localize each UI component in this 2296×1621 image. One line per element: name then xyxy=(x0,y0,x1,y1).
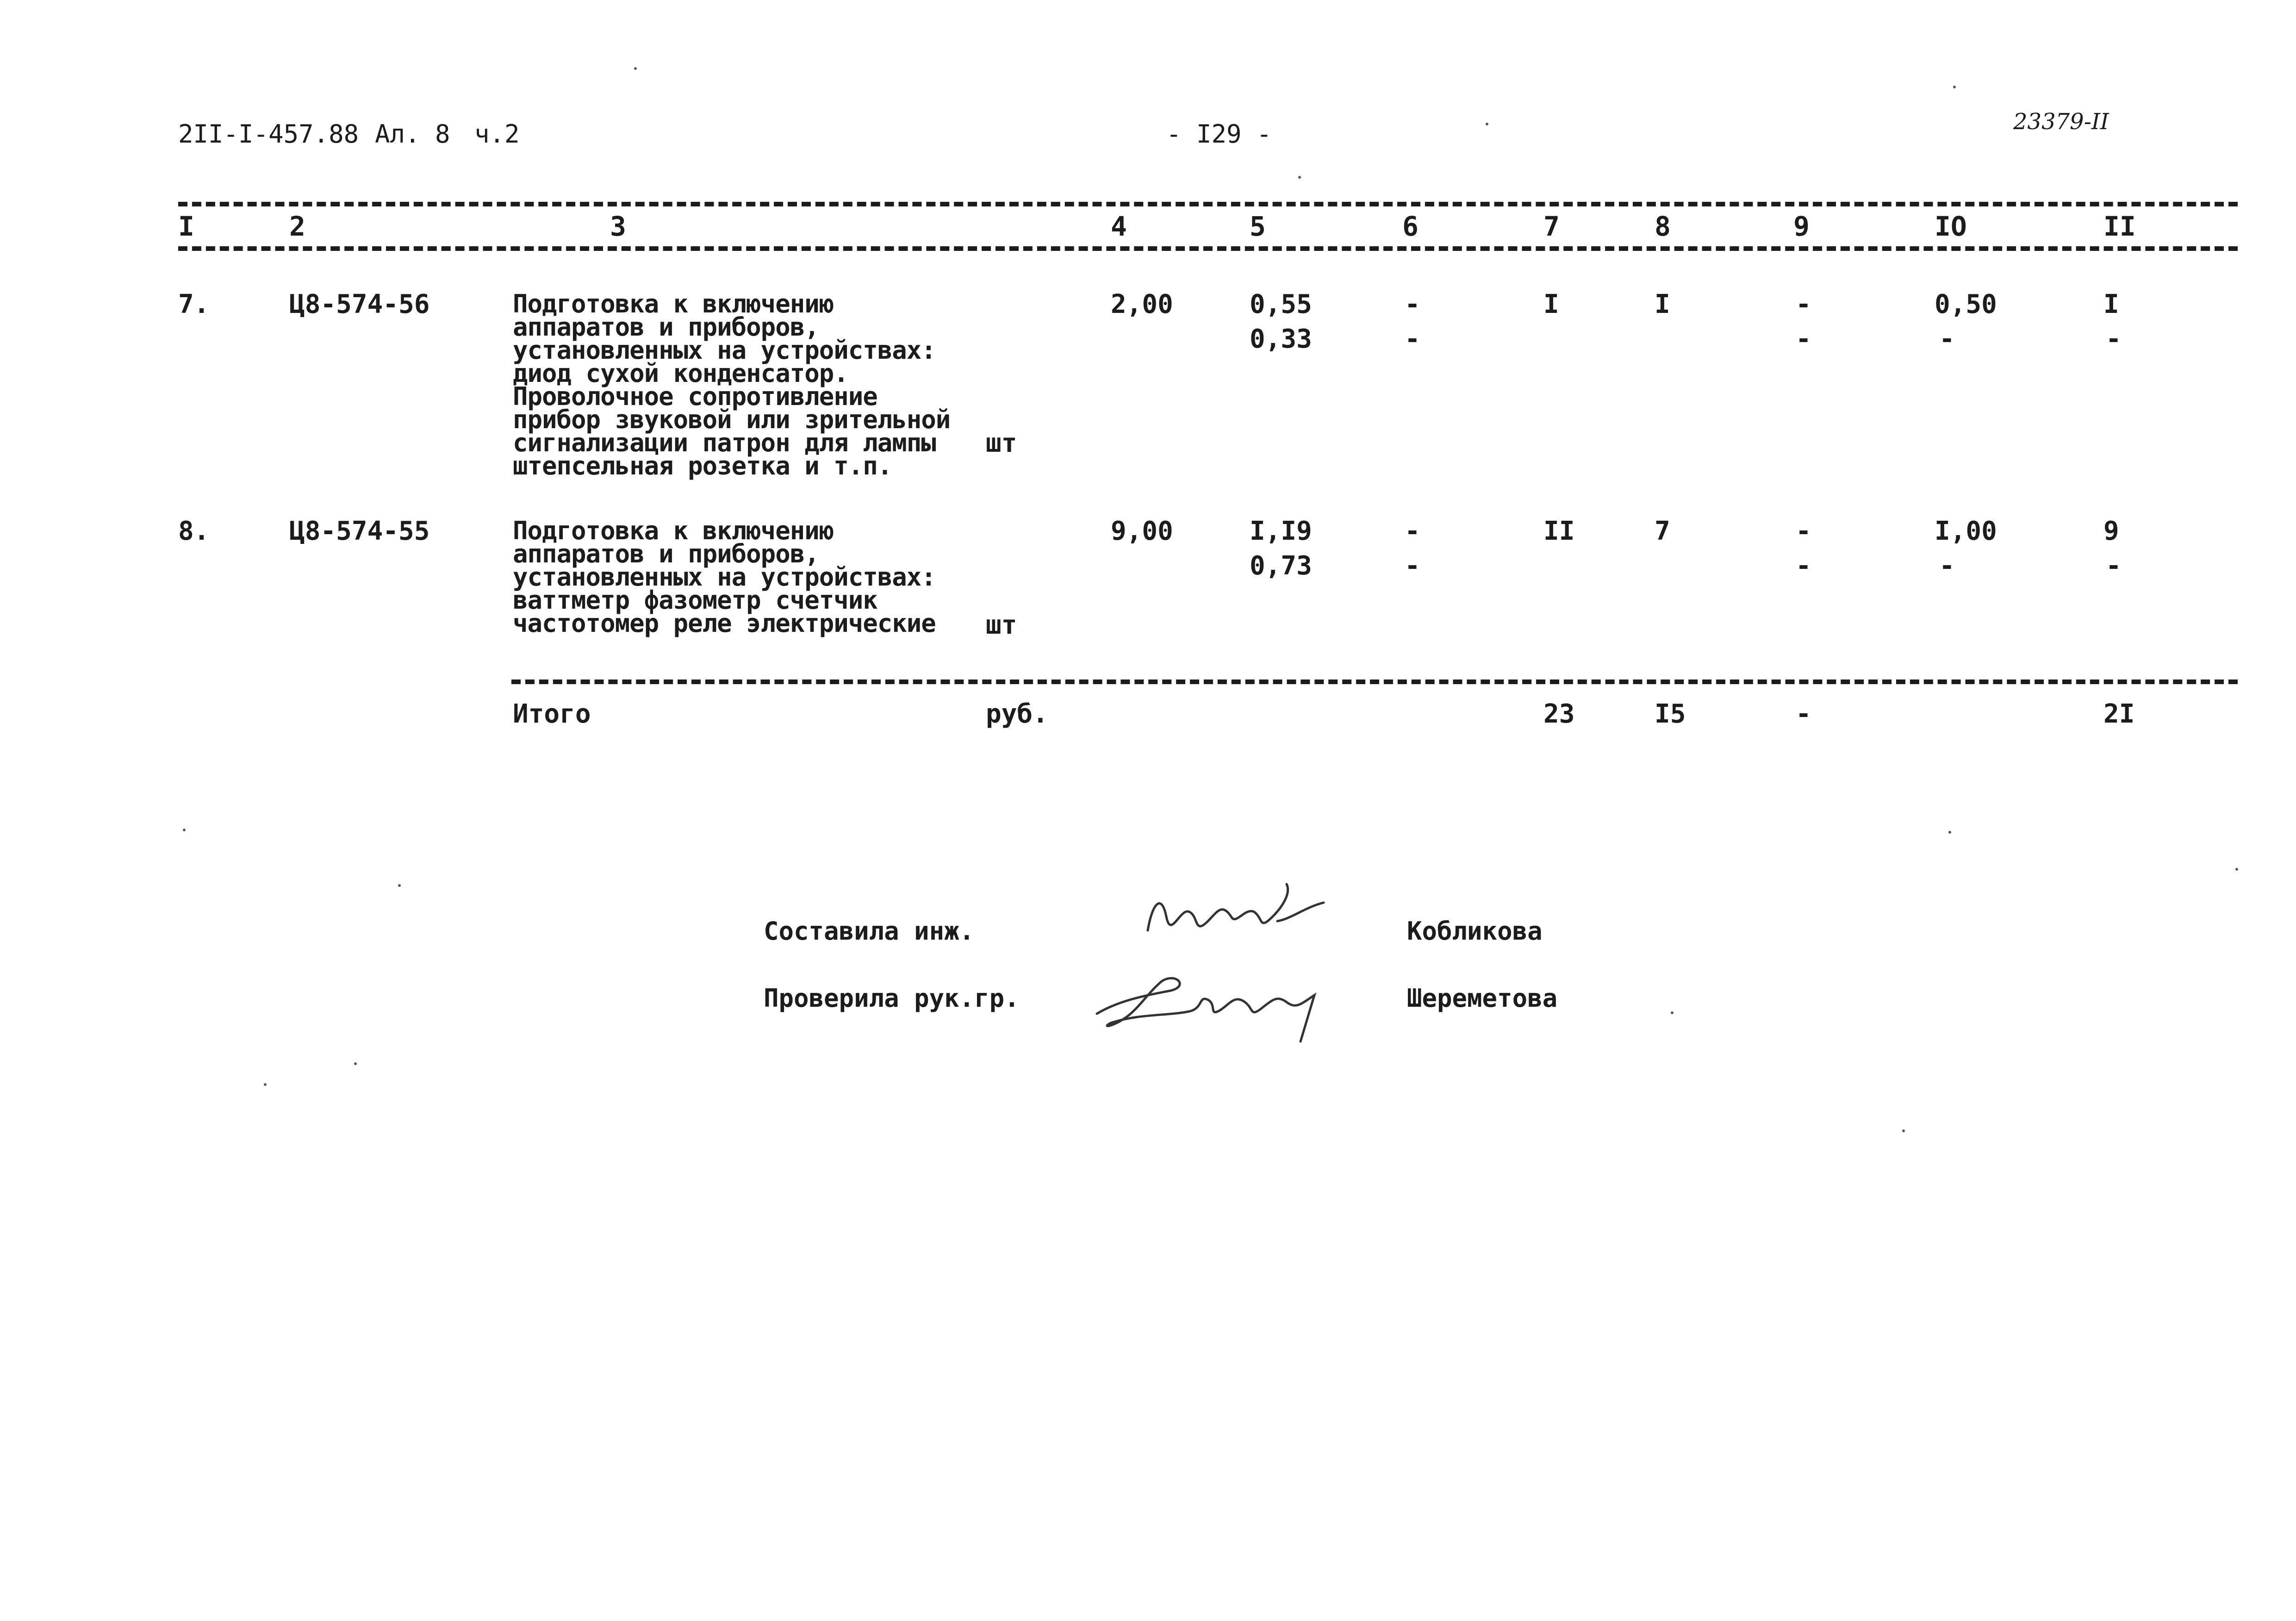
scan-speck xyxy=(354,1062,357,1065)
row-number: 7. xyxy=(178,289,210,319)
cell-col5-bottom: 0,73 xyxy=(1250,551,1312,581)
column-header-8: 8 xyxy=(1655,211,1671,242)
scan-speck xyxy=(1902,1129,1905,1132)
scan-speck xyxy=(1486,123,1488,125)
total-label: Итого xyxy=(513,699,591,729)
cell-col4: 9,00 xyxy=(1111,516,1173,546)
scan-speck xyxy=(634,67,637,70)
cell-col11-bottom: - xyxy=(2106,551,2122,581)
checker-signature xyxy=(1083,958,1342,1051)
scan-speck xyxy=(264,1083,267,1086)
table-top-rule xyxy=(178,202,2238,206)
cell-col9-bottom: - xyxy=(1796,551,1811,581)
checked-by-name: Шереметова xyxy=(1407,984,1558,1013)
total-col9: - xyxy=(1796,699,1811,729)
column-header-7: 7 xyxy=(1543,211,1560,242)
row-number: 8. xyxy=(178,516,210,546)
compiler-signature xyxy=(1139,875,1333,949)
cell-col8: I xyxy=(1655,289,1670,319)
total-rule xyxy=(511,680,2238,684)
inventory-stamp: 23379-II xyxy=(2013,109,2109,135)
scan-speck xyxy=(1298,176,1301,179)
scan-speck xyxy=(398,884,401,887)
cell-col7: I xyxy=(1543,289,1559,319)
cell-col8: 7 xyxy=(1655,516,1670,546)
table-header-rule xyxy=(178,246,2238,251)
scan-speck xyxy=(1671,1011,1674,1014)
unit: шт xyxy=(986,610,1017,640)
cell-col7: II xyxy=(1543,516,1575,546)
cell-col4: 2,00 xyxy=(1111,289,1173,319)
document-code: 2II-I-457.88 xyxy=(178,119,359,149)
scan-speck xyxy=(1948,831,1951,834)
scan-speck xyxy=(183,829,186,831)
cell-col11-bottom: - xyxy=(2106,324,2122,354)
cell-col5-top: 0,55 xyxy=(1250,289,1312,319)
column-header-6: 6 xyxy=(1402,211,1419,242)
total-col8: I5 xyxy=(1655,699,1686,729)
cell-col11-top: 9 xyxy=(2103,516,2119,546)
cell-col6-bottom: - xyxy=(1405,551,1420,581)
column-header-3: 3 xyxy=(610,211,626,242)
sheet-label: Ал. 8 xyxy=(375,119,450,149)
cell-col9-top: - xyxy=(1796,516,1811,546)
unit: шт xyxy=(986,428,1017,458)
total-col11: 2I xyxy=(2103,699,2135,729)
scan-speck xyxy=(1953,86,1956,88)
cell-col6-top: - xyxy=(1405,516,1420,546)
rate-code: Ц8-574-55 xyxy=(289,516,430,546)
column-header-5: 5 xyxy=(1250,211,1266,242)
cell-col10-top: 0,50 xyxy=(1935,289,1997,319)
rate-code: Ц8-574-56 xyxy=(289,289,430,319)
cell-col10-top: I,00 xyxy=(1935,516,1997,546)
checked-by-label: Проверила рук.гр. xyxy=(764,984,1020,1013)
cell-col9-bottom: - xyxy=(1796,324,1811,354)
column-header-1: I xyxy=(178,211,194,242)
cell-col9-top: - xyxy=(1796,289,1811,319)
part-label: ч.2 xyxy=(474,119,520,149)
total-unit: руб. xyxy=(986,699,1048,729)
work-description: Подготовка к включению аппаратов и приборов, установленных на устройствах: диод сухой конденсатор. Проволочное сопротивление прибор звуковой или зрительной сигнализации патрон для лампы штепсельная розетка и т.п. xyxy=(513,289,951,480)
compiled-by-name: Кобликова xyxy=(1407,916,1543,946)
cell-col5-bottom: 0,33 xyxy=(1250,324,1312,354)
page-number: - I29 - xyxy=(1166,119,1272,149)
column-header-9: 9 xyxy=(1793,211,1810,242)
column-header-2: 2 xyxy=(289,211,305,242)
compiled-by-label: Составила инж. xyxy=(764,916,975,946)
cell-col6-top: - xyxy=(1405,289,1420,319)
total-col7: 23 xyxy=(1543,699,1575,729)
cell-col10-bottom: - xyxy=(1939,551,1955,581)
scan-speck xyxy=(2235,868,2238,871)
cell-col5-top: I,I9 xyxy=(1250,516,1312,546)
cell-col6-bottom: - xyxy=(1405,324,1420,354)
cell-col10-bottom: - xyxy=(1939,324,1955,354)
column-header-10: IO xyxy=(1935,211,1967,242)
cell-col11-top: I xyxy=(2103,289,2119,319)
column-header-4: 4 xyxy=(1111,211,1127,242)
work-description: Подготовка к включению аппаратов и приборов, установленных на устройствах: ваттметр фазометр счетчик частотомер реле электрические xyxy=(513,516,936,638)
column-header-11: II xyxy=(2103,211,2136,242)
